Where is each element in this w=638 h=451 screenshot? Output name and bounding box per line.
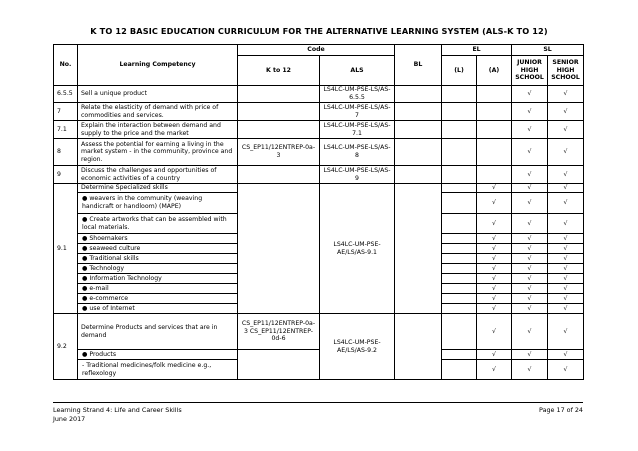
header-shs: SENIOR HIGH SCHOOL [548,56,584,86]
check-mark: √ [548,86,584,103]
competency-text: ● Information Technology [78,274,238,284]
als-code: LS4LC-UM-PSE-LS/AS-7 [320,103,395,121]
page-number: Page 17 of 24 [539,406,583,414]
check-mark: √ [548,304,584,314]
check-mark: √ [477,214,512,234]
check-mark: √ [548,254,584,264]
check-mark: √ [512,274,548,284]
competency-text: Sell a unique product [78,86,238,103]
check-mark: √ [477,234,512,244]
header-el-a: (A) [477,56,512,86]
row-number: 9.2 [54,314,78,380]
footer-strand: Learning Strand 4: Life and Career Skills [53,406,182,414]
header-competency: Learning Competency [78,45,238,86]
row-number: 7.1 [54,121,78,139]
check-mark: √ [512,304,548,314]
competency-text: Determine Products and services that are in demand [78,314,238,350]
header-no: No. [54,45,78,86]
table-row [54,350,584,360]
check-mark: √ [512,166,548,184]
check-mark: √ [548,284,584,294]
row-number: 8 [54,139,78,166]
table-row [54,121,584,139]
check-mark: √ [477,360,512,380]
check-mark: √ [548,244,584,254]
check-mark: √ [512,264,548,274]
table-row [54,103,584,121]
header-code: Code [238,45,395,56]
check-mark: √ [548,360,584,380]
k12-code: CS_EP11/12ENTREP-0a-3 [238,139,320,166]
table-row [54,86,584,103]
check-mark: √ [512,184,548,193]
table-row [54,314,584,350]
check-mark: √ [512,244,548,254]
competency-text: ● e-commerce [78,294,238,304]
competency-text: ● e-mail [78,284,238,294]
check-mark: √ [477,193,512,214]
header-als: ALS [320,56,395,86]
footer-date: June 2017 [53,414,86,423]
competency-text: ● use of Internet [78,304,238,314]
check-mark: √ [548,184,584,193]
check-mark: √ [477,284,512,294]
footer-left [53,406,182,423]
als-code: LS4LC-UM-PSE-AE/LS/AS-9.2 [320,314,395,380]
check-mark: √ [477,304,512,314]
als-code: LS4LC-UM-PSE-LS/AS-7.1 [320,121,395,139]
competency-text: - Traditional medicines/folk medicine e.g., reflexology [78,360,238,380]
check-mark: √ [548,139,584,166]
check-mark: √ [548,121,584,139]
header-el-l: (L) [442,56,477,86]
check-mark: √ [512,103,548,121]
check-mark: √ [548,264,584,274]
table-row [54,184,584,193]
competency-text: ● seaweed culture [78,244,238,254]
header-sl: SL [512,45,584,56]
check-mark: √ [477,184,512,193]
check-mark: √ [477,274,512,284]
header-el: EL [442,45,512,56]
k12-code: CS_EP11/12ENTREP-0a-3 CS_EP11/12ENTREP-0d-6 [238,314,320,350]
competency-text: Relate the elasticity of demand with price of commodities and services. [78,103,238,121]
als-code: LS4LC-UM-PSE-LS/AS-8 [320,139,395,166]
check-mark: √ [512,121,548,139]
document-title: K TO 12 BASIC EDUCATION CURRICULUM FOR THE ALTERNATIVE LEARNING SYSTEM (ALS-K TO 12) [90,26,548,36]
curriculum-table [53,44,584,380]
check-mark: √ [548,193,584,214]
competency-text: ● Traditional skills [78,254,238,264]
check-mark: √ [477,294,512,304]
competency-text: Determine Specialized skills [78,184,238,193]
check-mark: √ [512,234,548,244]
check-mark: √ [512,214,548,234]
check-mark: √ [548,166,584,184]
competency-text: ● Shoemakers [78,234,238,244]
check-mark: √ [548,234,584,244]
check-mark: √ [548,103,584,121]
check-mark: √ [548,214,584,234]
competency-text: ● Create artworks that can be assembled with local materials. [78,214,238,234]
competency-text: Assess the potential for earning a living in the market system - in the community, province and region. [78,139,238,166]
check-mark: √ [477,244,512,254]
check-mark: √ [548,314,584,350]
check-mark: √ [512,294,548,304]
competency-text: ● Products [78,350,238,360]
header-bl: BL [395,45,442,86]
check-mark: √ [512,360,548,380]
check-mark: √ [512,284,548,294]
table-row [54,139,584,166]
check-mark: √ [512,254,548,264]
check-mark: √ [548,274,584,284]
table-row [54,166,584,184]
competency-text: Discuss the challenges and opportunities of economic activities of a country [78,166,238,184]
als-code: LS4LC-UM-PSE-LS/AS-6.5.5 [320,86,395,103]
row-number: 9.1 [54,184,78,314]
header-jhs: JUNIOR HIGH SCHOOL [512,56,548,86]
footer-divider [53,402,583,403]
als-code: LS4LC-UM-PSE-LS/AS-9 [320,166,395,184]
check-mark: √ [512,193,548,214]
check-mark: √ [512,314,548,350]
row-number: 9 [54,166,78,184]
competency-text: ● weavers in the community (weaving handicraft or handloom) (MAPE) [78,193,238,214]
check-mark: √ [512,86,548,103]
als-code: LS4LC-UM-PSE-AE/LS/AS-9.1 [320,184,395,314]
check-mark: √ [512,350,548,360]
check-mark: √ [477,314,512,350]
check-mark: √ [512,139,548,166]
competency-text: ● Technology [78,264,238,274]
check-mark: √ [477,350,512,360]
check-mark: √ [548,294,584,304]
check-mark: √ [477,254,512,264]
competency-text: Explain the interaction between demand and supply to the price and the market [78,121,238,139]
header-k12: K to 12 [238,56,320,86]
row-number: 7 [54,103,78,121]
check-mark: √ [477,264,512,274]
row-number: 6.5.5 [54,86,78,103]
check-mark: √ [548,350,584,360]
